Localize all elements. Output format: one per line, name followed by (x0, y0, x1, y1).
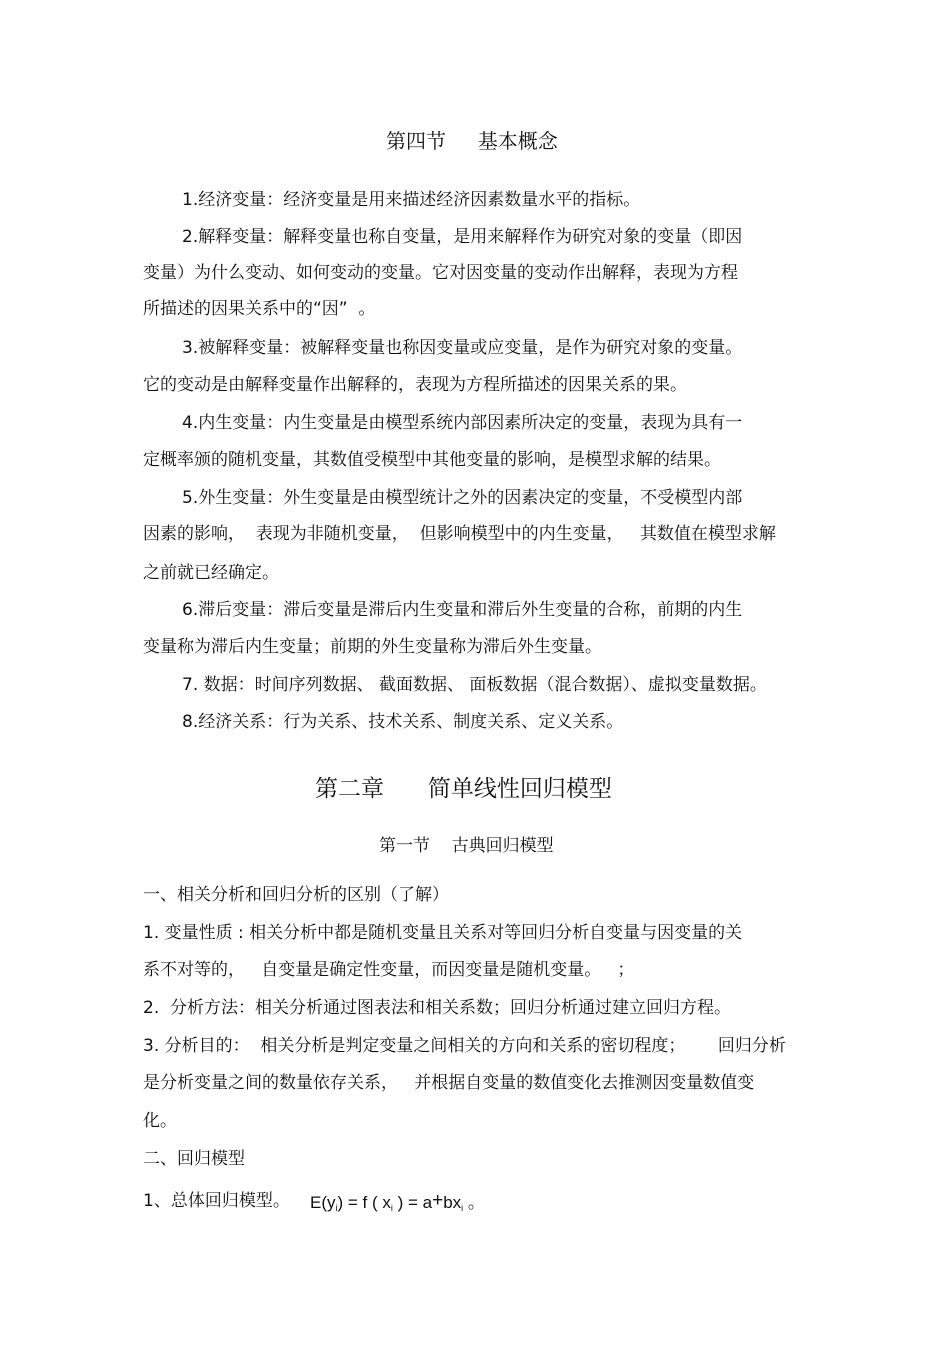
paragraph-line: 变量）为什么变动、如何变动的变量。它对因变量的变动作出解释，表现为方程 (143, 263, 738, 283)
chapter-name: 简单线性回归模型 (427, 776, 612, 802)
section-name: 基本概念 (477, 129, 558, 153)
paragraph-line: 4.内生变量：内生变量是由模型系统内部因素所决定的变量，表现为具有一 (182, 413, 743, 433)
regression-formula: $E(y_i) = f$ ( $x_i$ ) = $a+bx_i$ 。 (310, 1190, 485, 1213)
paragraph-line: 因素的影响， 表现为非随机变量， 但影响模型中的内生变量， 其数值在模型求解 (143, 524, 776, 544)
paragraph-line: 系不对等的， 自变量是确定性变量，而因变量是随机变量。 ； (143, 960, 635, 980)
subsection-name: 古典回归模型 (451, 836, 554, 856)
paragraph-line: 5.外生变量：外生变量是由模型统计之外的因素决定的变量，不受模型内部 (182, 488, 743, 508)
paragraph-line: 8.经济关系：行为关系、技术关系、制度关系、定义关系。 (182, 712, 624, 732)
paragraph-line: 6.滞后变量：滞后变量是滞后内生变量和滞后外生变量的合称，前期的内生 (182, 600, 743, 620)
chapter-title (315, 774, 612, 804)
section-number: 第四节 (386, 129, 446, 153)
paragraph-line: 一、相关分析和回归分析的区别（了解） (143, 885, 449, 905)
paragraph-line: 1. 变量性质 : 相关分析中都是随机变量且关系对等回归分析自变量与因变量的关 (143, 923, 743, 943)
section-title (386, 128, 558, 154)
paragraph-line: 所描述的因果关系中的“因” 。 (143, 299, 376, 319)
paragraph-line: 二、回归模型 (143, 1149, 245, 1169)
subsection-number: 第一节 (379, 836, 430, 856)
chapter-number: 第二章 (315, 776, 384, 802)
paragraph-line: 3. 分析目的： 相关分析是判定变量之间相关的方向和关系的密切程度； 回归分析 (143, 1036, 786, 1056)
model-label: 1、总体回归模型。 (143, 1191, 290, 1211)
paragraph-line: 变量称为滞后内生变量；前期的外生变量称为滞后外生变量。 (143, 637, 602, 657)
paragraph-line: 7. 数据：时间序列数据、 截面数据、 面板数据（混合数据）、虚拟变量数据。 (182, 675, 767, 695)
paragraph-line: 它的变动是由解释变量作出解释的，表现为方程所描述的因果关系的果。 (143, 375, 687, 395)
paragraph-line: 定概率颁的随机变量，其数值受模型中其他变量的影响，是模型求解的结果。 (143, 450, 721, 470)
paragraph-line: 3.被解释变量：被解释变量也称因变量或应变量，是作为研究对象的变量。 (182, 338, 743, 358)
paragraph-line: 2.解释变量：解释变量也称自变量，是用来解释作为研究对象的变量（即因 (182, 227, 743, 247)
paragraph-line: 之前就已经确定。 (143, 563, 279, 583)
paragraph-line: 化。 (143, 1111, 177, 1131)
subsection-title (379, 835, 554, 857)
paragraph-line: 是分析变量之间的数量依存关系， 并根据自变量的数值变化去推测因变量数值变 (143, 1073, 755, 1093)
paragraph-line: 1.经济变量：经济变量是用来描述经济因素数量水平的指标。 (182, 190, 641, 210)
paragraph-line: 2. 分析方法：相关分析通过图表法和相关系数；回归分析通过建立回归方程。 (143, 998, 732, 1018)
